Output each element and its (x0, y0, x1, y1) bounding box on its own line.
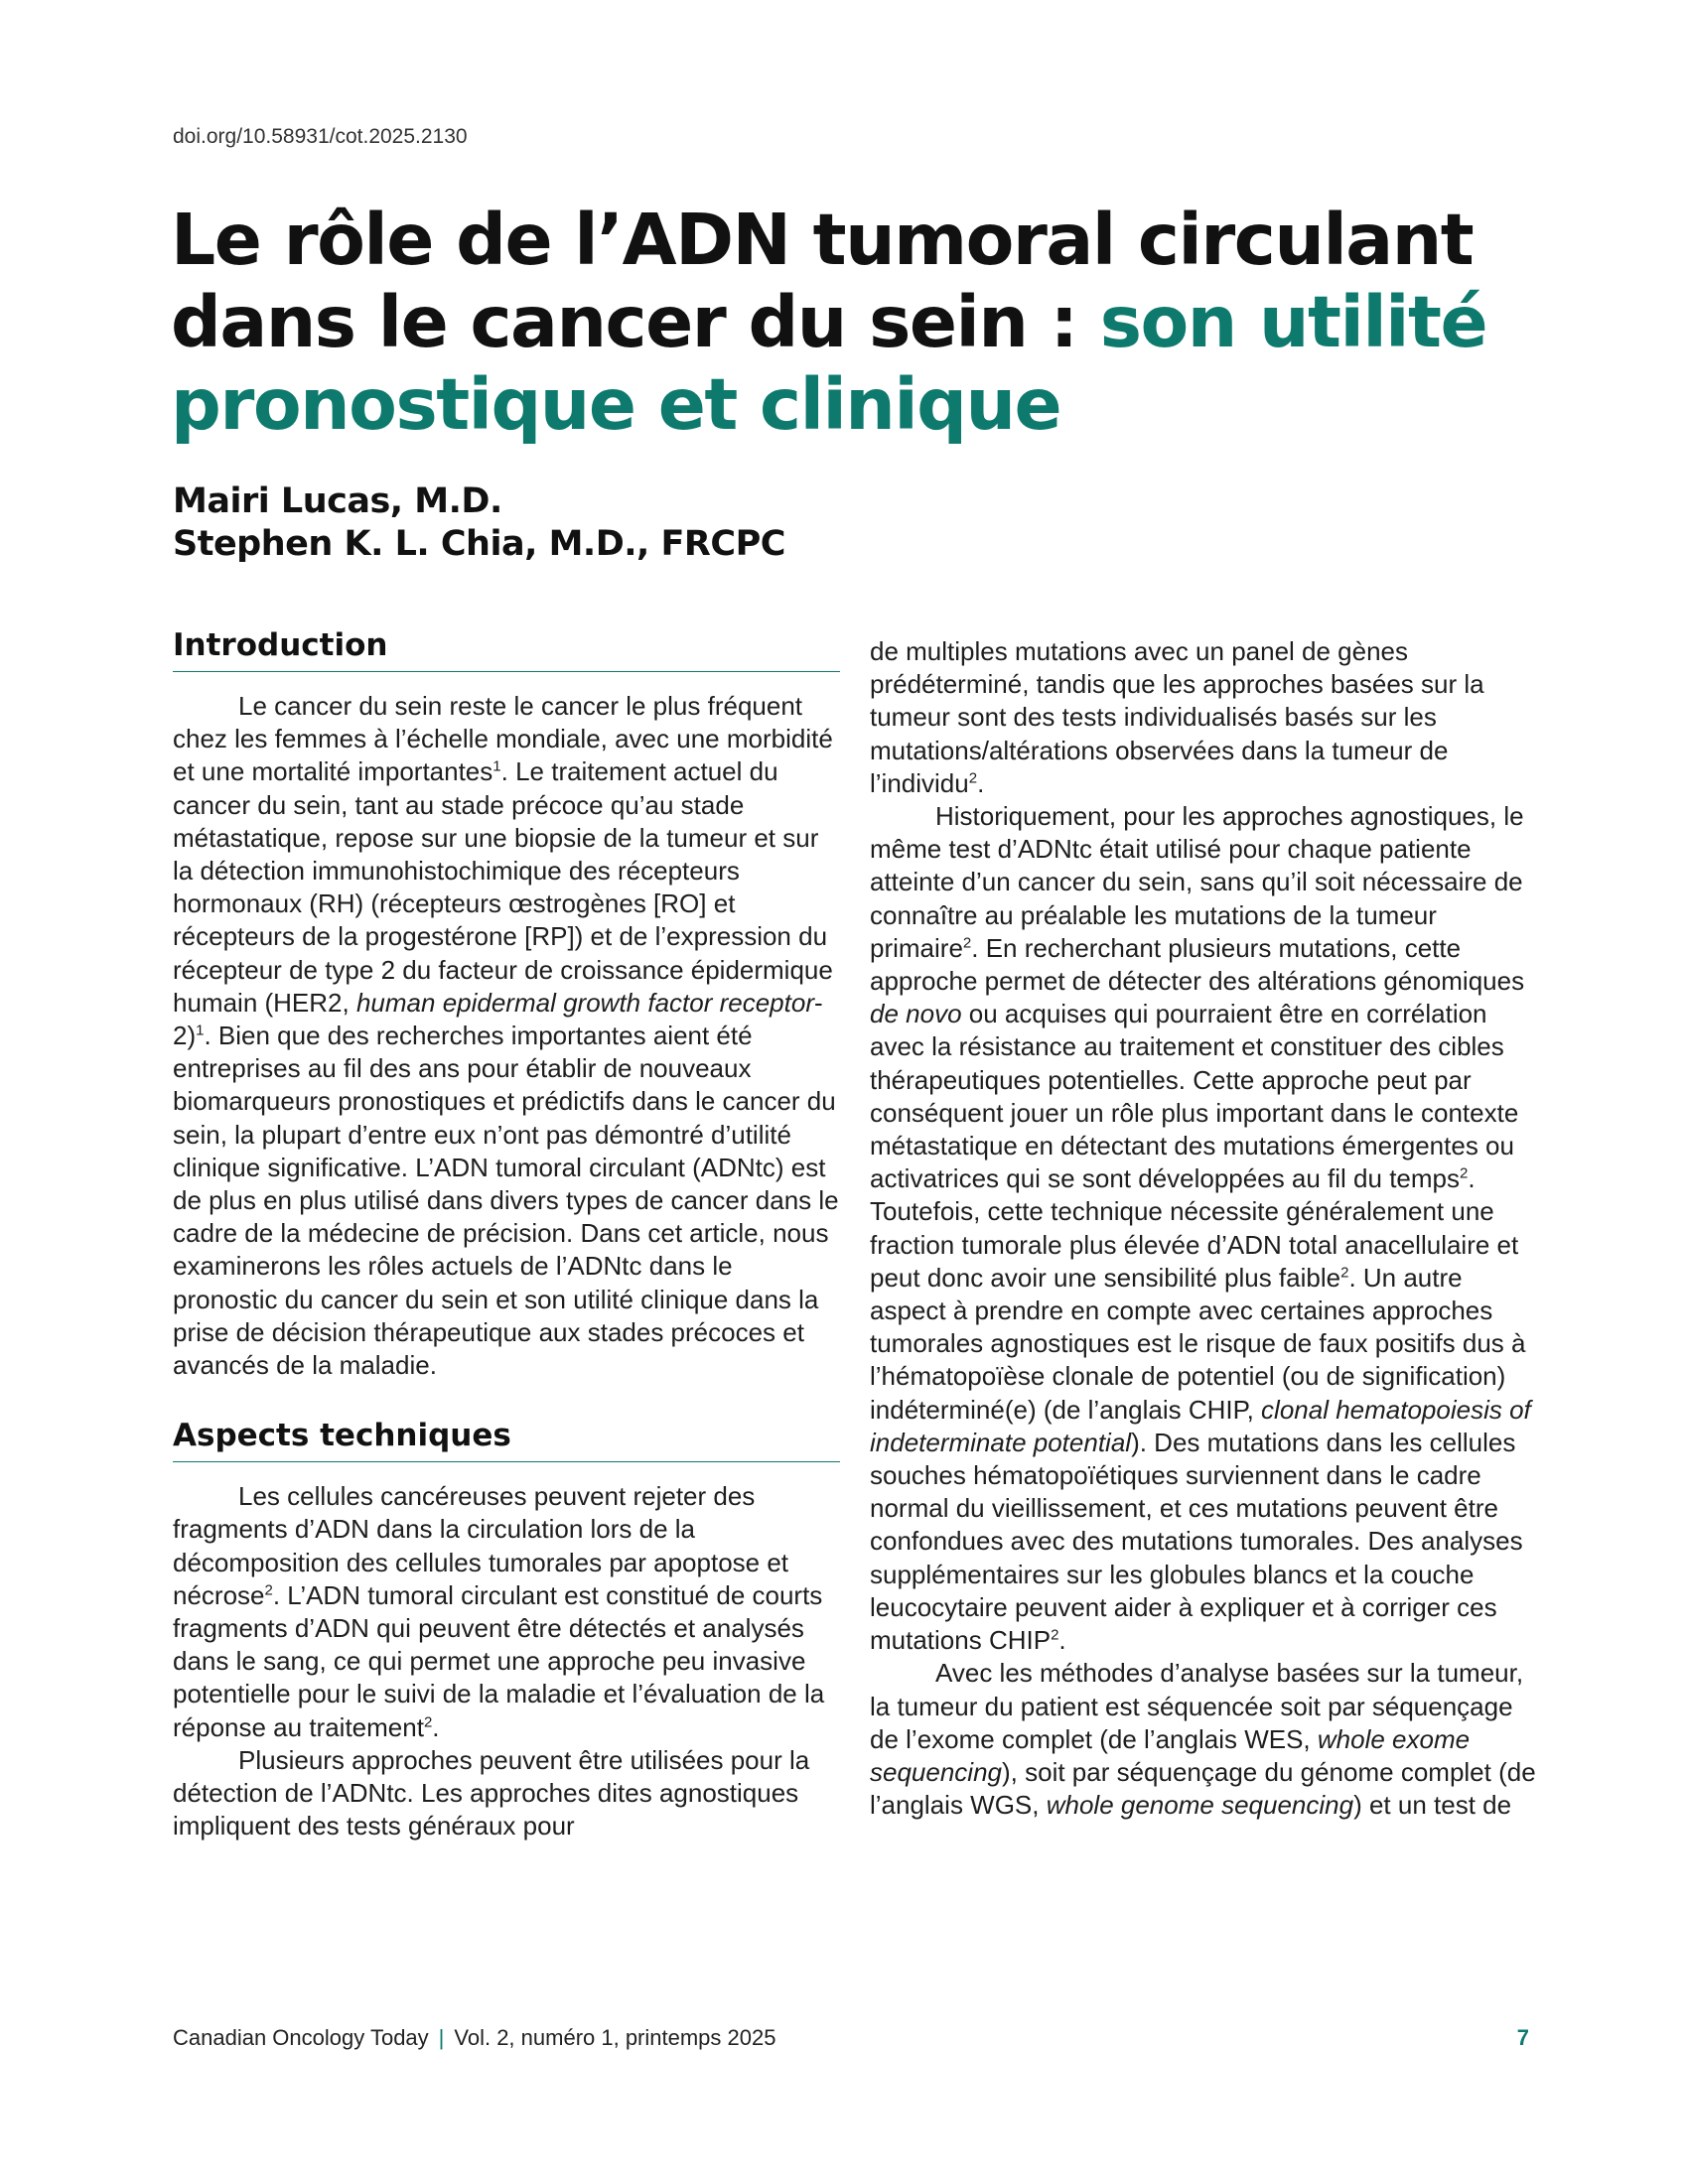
text-run: ), soit par séquençage du génome complet (de l’anglais WGS, (870, 1756, 1536, 1821)
title-line-1: Le rôle de l’ADN tumoral circulant (171, 199, 1474, 281)
body-paragraph (173, 1480, 840, 1744)
title-line-2: dans le cancer du sein : (171, 281, 1100, 363)
text-run: Le cancer du sein reste le cancer le plus fréquent chez les femmes à l’échelle mondiale, avec une morbidité et une mortalité importantes (173, 691, 833, 787)
text-run: Historiquement, pour les approches agnostiques, le même test d’ADNtc était utilisé pour chaque patiente atteinte d’un cancer du sein, sans qu’il soit nécessaire de connaître au préalable les mutations de la tumeur primaire (870, 801, 1524, 963)
reference-marker[interactable]: 2 (962, 934, 972, 952)
text-run: . Un autre aspect à prendre en compte avec certaines approches tumorales agnostiques est le risque de faux positifs dus à l’hématopoïèse clonale de potentiel (ou de signification) indéterminé(e) (de l’anglais CHIP, (870, 1262, 1526, 1425)
reference-marker[interactable]: 2 (968, 769, 978, 787)
text-run: . (977, 767, 985, 798)
text-run: Avec les méthodes d’analyse basées sur la tumeur, la tumeur du patient est séquencée soit par séquençage de l’exome complet (de l’anglais WES, (870, 1658, 1524, 1754)
reference-marker[interactable]: 2 (1460, 1164, 1469, 1182)
journal-name: Canadian Oncology Today (173, 2025, 429, 2050)
body-paragraph (870, 1657, 1537, 1822)
left-column (173, 625, 840, 1843)
text-run: ). Des mutations dans les cellules souches hématopoïétiques surviennent dans le cadre normal du vieillissement, et ces mutations peuvent être confondues avec des mutations tumorales. Des analyses supplémentaires sur les globules blancs et la couche leucocytaire peuvent aider à expliquer et à corriger ces mutations CHIP (870, 1427, 1523, 1656)
text-run: . (1058, 1625, 1066, 1656)
reference-marker[interactable]: 2 (1340, 1264, 1349, 1282)
text-run: . (432, 1711, 440, 1742)
title-accent-1: son utilité (1099, 281, 1487, 363)
reference-marker[interactable]: 1 (492, 757, 501, 775)
reference-marker[interactable]: 1 (196, 1022, 205, 1039)
italic-term: whole genome sequencing (1046, 1790, 1354, 1821)
issue-info: Vol. 2, numéro 1, printemps 2025 (454, 2025, 776, 2050)
body-paragraph (870, 800, 1537, 1657)
reference-marker[interactable]: 2 (423, 1713, 433, 1731)
body-paragraph: Plusieurs approches peuvent être utilisées pour la détection de l’ADNtc. Les approches dites agnostiques impliquent des tests généraux pour (173, 1744, 810, 1842)
footer-separator: | (438, 2025, 445, 2050)
italic-term: whole exome sequencing (870, 1723, 1471, 1787)
text-run: . En recherchant plusieurs mutations, cette approche permet de détecter des altérations génomiques (870, 932, 1525, 997)
body-paragraph (173, 690, 840, 1382)
article-title (171, 199, 1521, 446)
text-run: de multiples mutations avec un panel de gènes prédéterminé, tandis que les approches basées sur la tumeur sont des tests individualisés basés sur les mutations/altérations observées dans la tumeur de l’individu (870, 636, 1484, 798)
author-list (173, 480, 785, 566)
section-heading-aspects-techniques: Aspects techniques (173, 1416, 840, 1462)
reference-marker[interactable]: 2 (1051, 1626, 1059, 1644)
body-paragraph (870, 635, 1537, 800)
text-run: ) et un test de (1353, 1790, 1512, 1821)
italic-term: clonal hematopoiesis of indeterminate potential (870, 1394, 1531, 1457)
page-footer (173, 2025, 1529, 2051)
doi-link[interactable]: doi.org/10.58931/cot.2025.2130 (173, 125, 468, 148)
italic-term: de novo (870, 999, 962, 1029)
section-heading-introduction: Introduction (173, 625, 840, 672)
author-name: Mairi Lucas, M.D. (173, 481, 502, 521)
text-run: ou acquises qui pourraient être en corrélation avec la résistance au traitement et constituer des cibles thérapeutiques potentielles. Cette approche peut par conséquent jouer un rôle plus important dans le contexte métastatique en détectant des mutations émergentes ou activatrices qui se sont développées au fil du temps (870, 999, 1519, 1194)
text-run: . Le traitement actuel du cancer du sein, tant au stade précoce qu’au stade métastatique, repose sur une biopsie de la tumeur et sur la détection immunohistochimique des récepteurs hormonaux (RH) (récepteurs œstrogènes [RO] et récepteurs de la progestérone [RP]) et de l’expression du récepteur de type 2 du facteur de croissance épidermique humain (HER2, (173, 756, 833, 1018)
author-name: Stephen K. L. Chia, M.D., FRCPC (173, 524, 785, 564)
text-run: . Bien que des recherches importantes aient été entreprises au fil des ans pour établir de nouveaux biomarqueurs pronostiques et prédictifs dans le cancer du sein, la plupart d’entre eux n’ont pas démontré d’utilité clinique significative. L’ADN tumoral circulant (ADNtc) est de plus en plus utilisé dans divers types de cancer dans le cadre de la médecine de précision. Dans cet article, nous examinerons les rôles actuels de l’ADNtc dans le pronostic du cancer du sein et son utilité clinique dans la prise de décision thérapeutique aux stades précoces et avancés de la maladie. (173, 1021, 839, 1381)
text-run: . L’ADN tumoral circulant est constitué de courts fragments d’ADN qui peuvent être détectés et analysés dans le sang, ce qui permet une approche peu invasive potentielle pour le suivi de la maladie et l’évaluation de la réponse au traitement (173, 1579, 825, 1742)
italic-term: human epidermal growth factor receptor (355, 987, 814, 1018)
text-run: Les cellules cancéreuses peuvent rejeter des fragments d’ADN dans la circulation lors de la décomposition des cellules tumorales par apoptose et nécrose (173, 1481, 789, 1610)
reference-marker[interactable]: 2 (264, 1581, 273, 1599)
title-accent-2: pronostique et clinique (171, 363, 1061, 446)
page-number: 7 (1516, 2025, 1529, 2050)
text-run: . Toutefois, cette technique nécessite généralement une fraction tumorale plus élevée d’ADN total anacellulaire et peut donc avoir une sensibilité plus faible (870, 1163, 1519, 1293)
right-column (870, 635, 1537, 1822)
text-run: -2) (173, 987, 823, 1051)
